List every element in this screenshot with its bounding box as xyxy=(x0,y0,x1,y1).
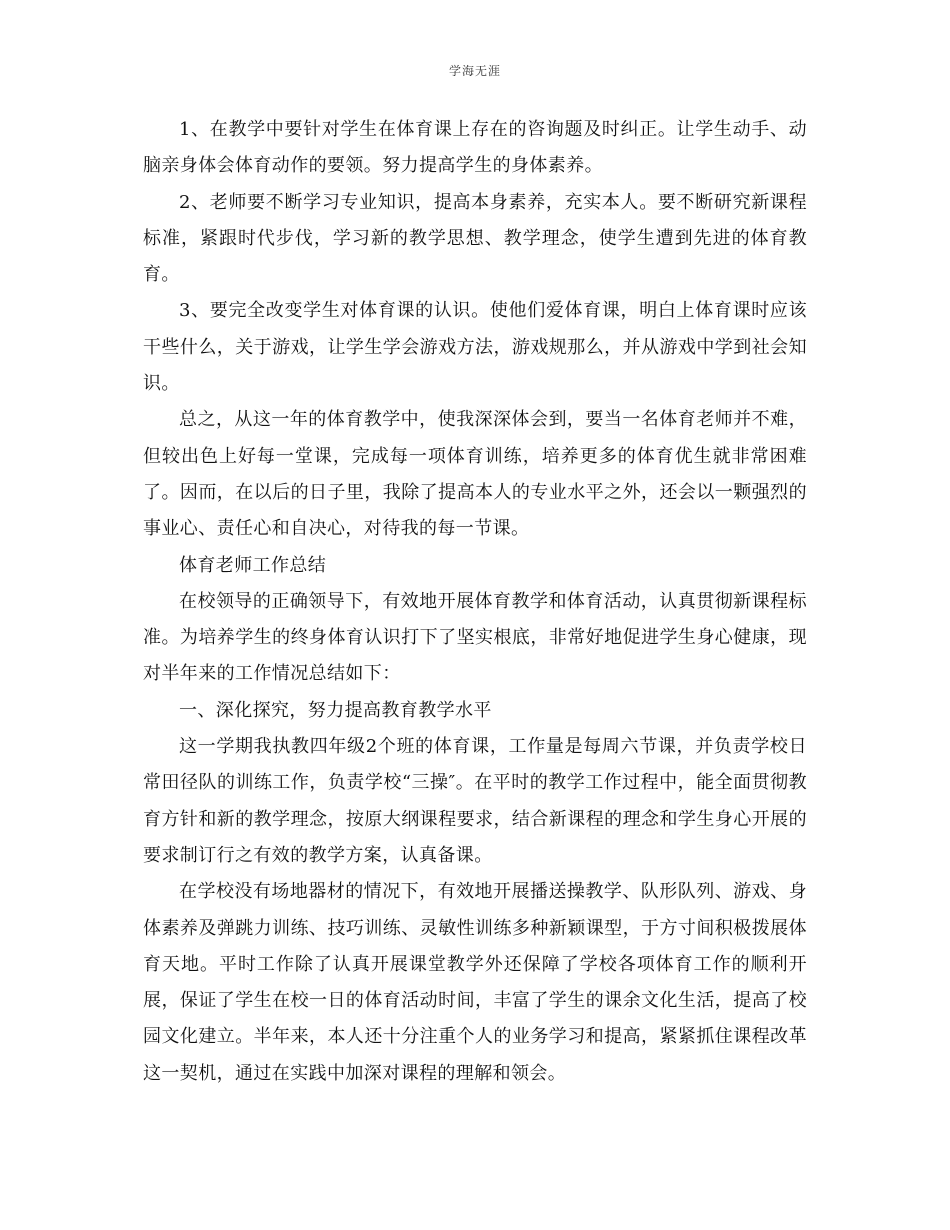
paragraph-2: 2、老师要不断学习专业知识，提高本身素养，充实本人。要不断研究新课程标准，紧跟时代步伐，学习新的教学思想、教学理念，使学生遭到先进的体育教育。 xyxy=(143,191,807,286)
subheading: 一、深化探究，努力提高教育教学水平 xyxy=(179,699,492,721)
paragraph-teaching: 这一学期我执教四年级2个班的体育课，工作量是每周六节课，并负责学校日常田径队的训练工作，负责学校“三操″。在平时的教学工作过程中，能全面贯彻教育方针和新的教学理念，按原大纲课程要求，结合新课程的理念和学生身心开展的要求制订行之有效的教学方案，认真备课。 xyxy=(143,736,807,866)
document-body xyxy=(143,112,807,1092)
paragraph-3: 3、要完全改变学生对体育课的认识。使他们爱体育课，明白上体育课时应该干些什么，关于游戏，让学生学会游戏方法，游戏规那么，并从游戏中学到社会知识。 xyxy=(143,300,807,395)
paragraph-intro: 在校领导的正确领导下，有效地开展体育教学和体育活动，认真贯彻新课程标准。为培养学生的终身体育认识打下了坚实根底，非常好地促进学生身心健康，现对半年来的工作情况总结如下： xyxy=(143,590,807,685)
page-header: 学海无涯 xyxy=(448,64,501,78)
paragraph-activities: 在学校没有场地器材的情况下，有效地开展播送操教学、队形队列、游戏、身体素养及弹跳力训练、技巧训练、灵敏性训练多种新颖课型，于方寸间积极拨展体育天地。平时工作除了认真开展课堂教学外还保障了学校各项体育工作的顺利开展，保证了学生在校一日的体育活动时间，丰富了学生的课余文化生活，提高了校园文化建立。半年来，本人还十分注重个人的业务学习和提高，紧紧抓住课程改革这一契机，通过在实践中加深对课程的理解和领会。 xyxy=(143,881,807,1084)
section-title: 体育老师工作总结 xyxy=(179,554,327,576)
paragraph-conclusion: 总之，从这一年的体育教学中，使我深深体会到，要当一名体育老师并不难，但较出色上好每一堂课，完成每一项体育训练，培养更多的体育优生就非常困难了。因而，在以后的日子里，我除了提高本人的专业水平之外，还会以一颗强烈的事业心、责任心和自决心，对待我的每一节课。 xyxy=(143,409,807,540)
paragraph-1: 1、在教学中要针对学生在体育课上存在的咨询题及时纠正。让学生动手、动脑亲身体会体育动作的要领。努力提高学生的身体素养。 xyxy=(143,119,807,177)
